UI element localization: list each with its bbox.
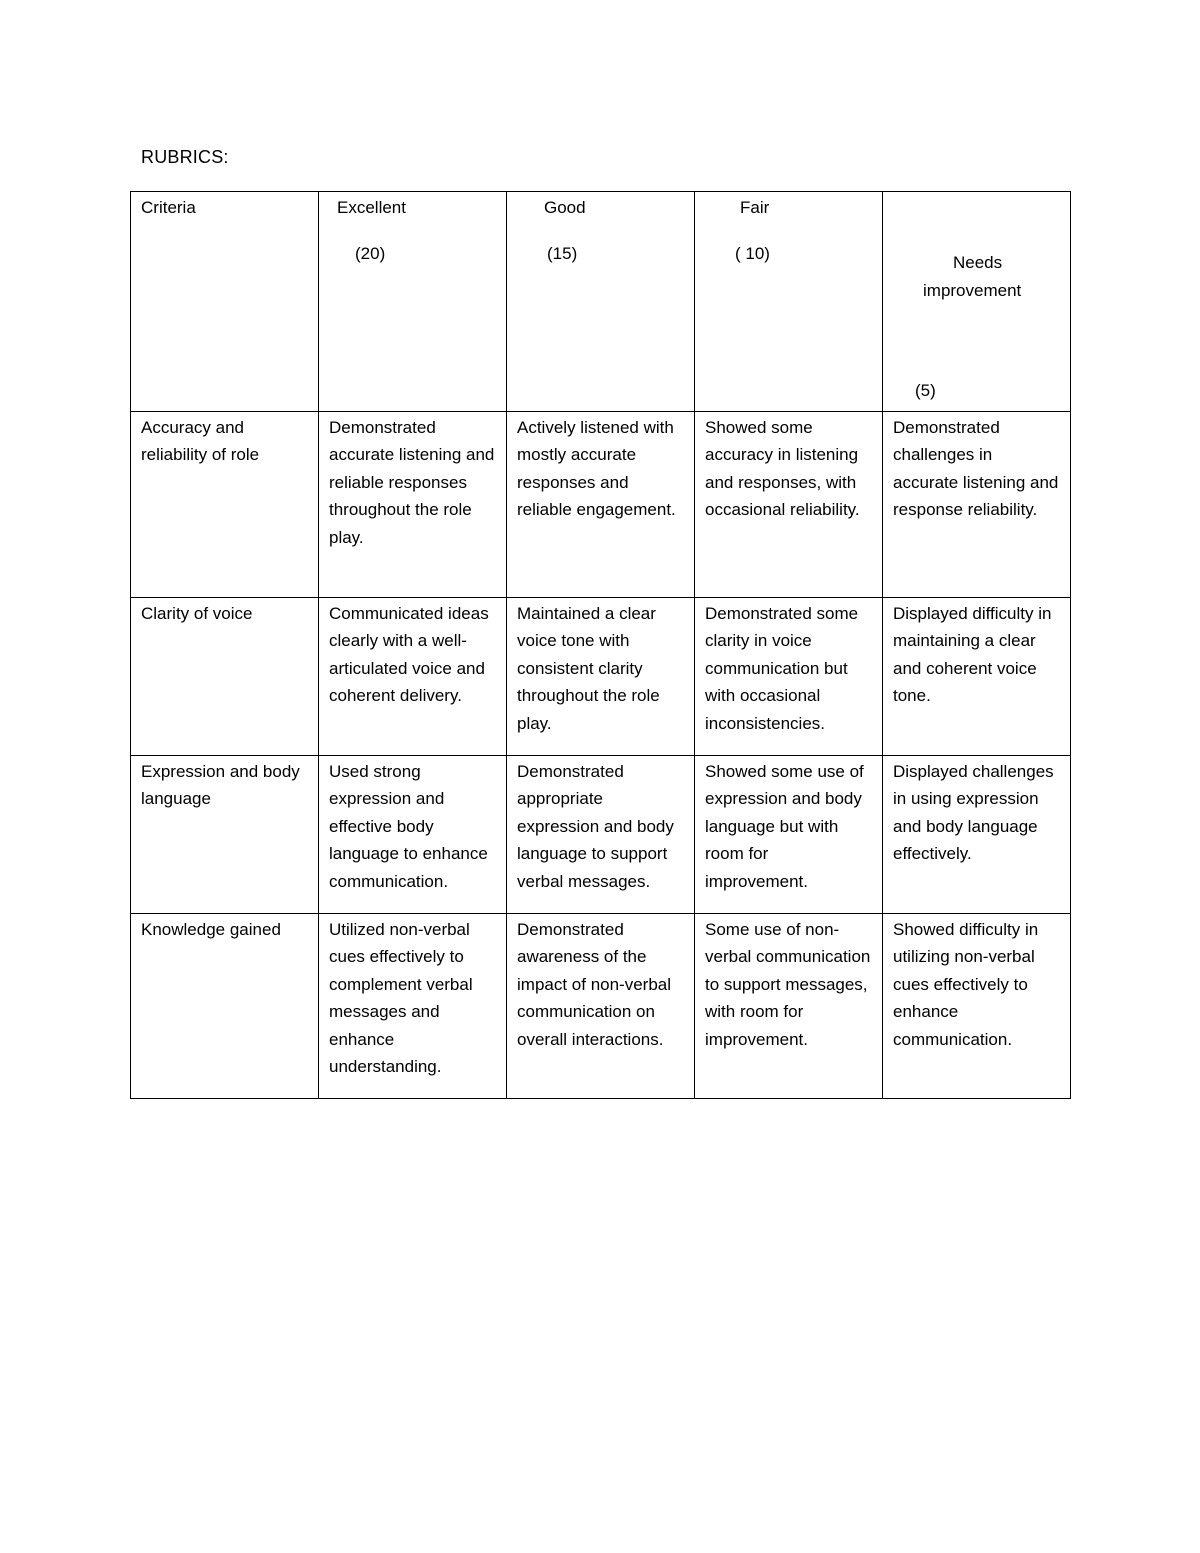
level-name: Fair [740, 198, 770, 217]
criterion-cell: Knowledge gained [131, 913, 319, 1098]
rubric-header-row [131, 192, 1071, 412]
descriptor-cell-good: Actively listened with mostly accurate responses and reliable engagement. [507, 411, 695, 597]
level-name [893, 194, 1062, 359]
descriptor-cell-fair: Showed some accuracy in listening and responses, with occasional reliability. [695, 411, 883, 597]
descriptor-cell-fair: Some use of non-verbal communication to support messages, with room for improvement. [695, 913, 883, 1098]
descriptor-cell-needs-improvement: Displayed difficulty in maintaining a clear and coherent voice tone. [883, 597, 1071, 755]
descriptor-cell-good: Maintained a clear voice tone with consistent clarity throughout the role play. [507, 597, 695, 755]
level-points: (20) [355, 243, 386, 263]
descriptor-cell-needs-improvement: Demonstrated challenges in accurate listening and response reliability. [883, 411, 1071, 597]
level-name: Excellent [337, 198, 406, 217]
level-header-good [507, 192, 695, 412]
rubric-row [131, 913, 1071, 1098]
descriptor-cell-needs-improvement: Displayed challenges in using expression and body language effectively. [883, 755, 1071, 913]
descriptor-cell-good: Demonstrated appropriate expression and body language to support verbal messages. [507, 755, 695, 913]
descriptor-cell-fair: Showed some use of expression and body language but with room for improvement. [695, 755, 883, 913]
rubric-row [131, 597, 1071, 755]
level-name: Good [544, 198, 586, 217]
rubric-row [131, 411, 1071, 597]
criterion-cell: Expression and body language [131, 755, 319, 913]
level-points: (5) [915, 381, 936, 400]
document-title: RUBRICS: [141, 147, 229, 167]
criteria-header [131, 192, 319, 412]
descriptor-cell-excellent: Communicated ideas clearly with a well-articulated voice and coherent delivery. [319, 597, 507, 755]
level-header-fair [695, 192, 883, 412]
rubric-table [130, 191, 1071, 1099]
criterion-cell: Clarity of voice [131, 597, 319, 755]
descriptor-cell-fair: Demonstrated some clarity in voice communication but with occasional inconsistencies. [695, 597, 883, 755]
descriptor-cell-good: Demonstrated awareness of the impact of non-verbal communication on overall interactions. [507, 913, 695, 1098]
level-header-needs-improvement [883, 192, 1071, 412]
level-header-excellent [319, 192, 507, 412]
descriptor-cell-needs-improvement: Showed difficulty in utilizing non-verbal cues effectively to enhance communication. [883, 913, 1071, 1098]
descriptor-cell-excellent: Utilized non-verbal cues effectively to complement verbal messages and enhance understanding. [319, 913, 507, 1098]
criteria-header-label: Criteria [141, 198, 196, 217]
descriptor-cell-excellent: Used strong expression and effective body language to enhance communication. [319, 755, 507, 913]
level-name-text: Needs improvement [923, 253, 1022, 300]
level-points: (15) [547, 243, 578, 263]
criterion-cell: Accuracy and reliability of role [131, 411, 319, 597]
rubric-row [131, 755, 1071, 913]
descriptor-cell-excellent: Demonstrated accurate listening and reliable responses throughout the role play. [319, 411, 507, 597]
level-points: ( 10) [735, 243, 770, 263]
